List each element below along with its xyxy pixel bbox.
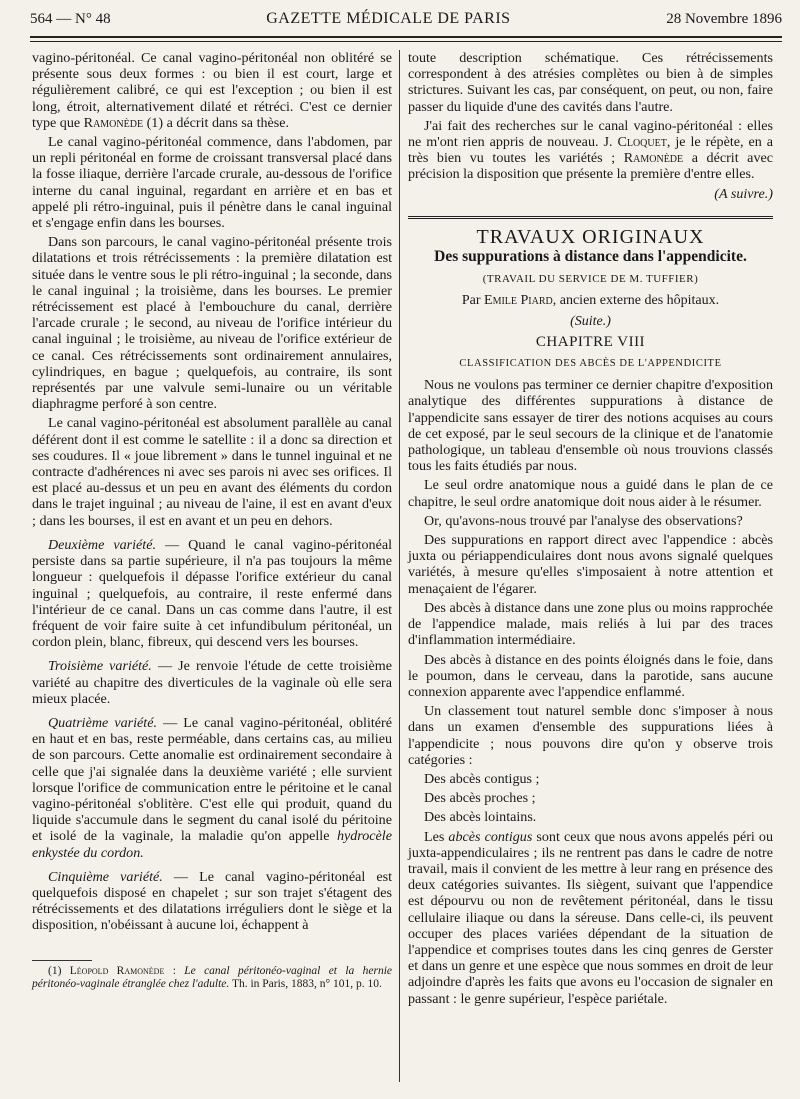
section-rule [408,216,773,219]
journal-title: GAZETTE MÉDICALE DE PARIS [266,10,511,27]
issue-date: 28 Novembre 1896 [666,11,782,27]
list-item: Des abcès contigus ; [424,770,540,787]
footnote-rule [32,960,92,961]
paragraph: Le canal vagino-péritonéal est absolument parallèle au canal déférent dont il est comme le satellite : il a donc sa direction et ses coudures. Il « joue librement » dans le tunnel inguinal et ne contracte d'adhérences ni avec ses parois ni avec ses orifices. Il est placé au-dessus et un peu en avant des éléments du cordon dans le trajet inguinal ; au niveau de l'aine, il est en avant d'eux ; dans les bourses, il est en avant et un peu en dehors. [32,415,392,529]
service-line: (TRAVAIL DU SERVICE DE M. TUFFIER) [482,273,699,286]
paragraph: Dans son parcours, le canal vagino-péritonéal présente trois dilatations et trois rétrécissements : la première dilatation est située dans le ventre sous le pli rétro-inguinal ; la seconde, dans le canal inguinal ; la troisième, dans les bourses. Le premier rétrécissement est placé à l'embouchure du canal, derrière l'arcade crurale ; le second, au niveau de l'orifice intérieur du canal inguinal ; le troisième, au niveau de l'orifice extérieur de ce canal. Ces rétrécissements sont ordinairement annulaires, cylindriques, en bague ; quelquefois, au contraire, ils sont représentés par une valvule semi-lunaire ou un véritable diaphragme perforé à son centre. [32,234,392,413]
chapter-title: CHAPITRE VIII [535,333,646,350]
continued-label: (Suite.) [570,313,611,329]
footnote: (1) Léopold Ramonède : Le canal péritonéo-vaginal et la hernie péritonéo-vaginale étranglée chez l'adulte. Th. in Paris, 1883, n° 101, p. 10. [32,964,392,991]
paragraph: Un classement tout naturel semble donc s'imposer à nous dans un examen d'ensemble des suppurations liées à l'appendicite ; nous pouvons dire qu'on y observe trois catégories : [408,703,773,768]
list-item: Des abcès lointains. [424,809,537,826]
to-be-continued: (A suivre.) [714,185,773,202]
paragraph: Deuxième variété. — Quand le canal vagino-péritonéal persiste dans sa partie supérieure, il n'a pas toujours la même longueur : quelquefois il dépasse l'orifice extérieur du canal inguinal ; quelquefois, au contraire, il reste enfermé dans l'intérieur de ce canal. Dans un cas comme dans l'autre, il est fréquent de voir faire suite à cet infundibulum péritonéal, un cordon plein, blanc, fibreux, qui descend vers les bourses. [32,536,392,651]
paragraph: Des suppurations en rapport direct avec l'appendice : abcès juxta ou périappendiculaires dont nous avons signalé quelques variétés, à mesure qu'elles s'imposaient à notre attention et menaçaient de l'égarer. [408,532,773,597]
header-rule-thin [30,41,782,42]
section-title: TRAVAUX ORIGINAUX [476,225,705,248]
header-rule [30,36,782,38]
paragraph: Nous ne voulons pas terminer ce dernier chapitre d'exposition analytique des différentes suppurations à distance de l'appendicite sans essayer de tirer des notions acquises au cours de cet exposé, par le seul secours de la clinique et de l'anatomie pathologique, un tableau d'ensemble où nous trouvions classés tous les faits étudiés par nous. [408,377,773,475]
chapter-subtitle: CLASSIFICATION DES ABCÈS DE L'APPENDICITE [459,358,722,370]
paragraph: toute description schématique. Ces rétrécissements correspondent à des atrésies complètes ou bien à de simples strictures. Suivant les cas, par conséquent, on peut, ou non, faire passer du liquide d'une des cavités dans l'autre. [408,50,773,115]
paragraph: Des abcès à distance en des points éloignés dans le foie, dans le poumon, dans le cerveau, dans la parotide, sans aucune connexion apparente avec l'appendice enflammé. [408,651,773,700]
paragraph: Troisième variété. — Je renvoie l'étude de cette troisième variété au chapitre des diverticules de la vaginale où elle sera mieux placée. [32,658,392,707]
paragraph: Or, qu'avons-nous trouvé par l'analyse des observations? [424,512,743,529]
paragraph: Des abcès à distance dans une zone plus ou moins rapprochée de l'appendice malade, mais reliés à lui par des traces d'inflammation intermédiaire. [408,599,773,649]
right-column [408,50,773,1010]
paragraph: Le canal vagino-péritonéal commence, dans l'abdomen, par un repli péritonéal en forme de croissant transversal placé dans la fosse iliaque, derrière l'arcade crurale, au-dessous de l'orifice interne du canal inguinal, regardant en arrière et en bas et appelé pli rétro-inguinal, puis il pénètre dans le canal inguinal et s'engage enfin dans les bourses. [32,134,392,232]
left-column [32,50,392,995]
paragraph: J'ai fait des recherches sur le canal vagino-péritonéal : elles ne m'ont rien appris de nouveau. J. Cloquet, je le répète, en a très bien vu toutes les variétés ; Ramonède a décrit avec précision la disposition que présente la première d'entre elles. [408,117,774,183]
paragraph: Cinquième variété. — Le canal vagino-péritonéal est quelquefois disposé en chapelet ; sur son trajet s'étagent des rétrécissements et des dilatations irréguliers dont le siège et la disposition, n'obéissant à aucune loi, échappent à [32,868,392,934]
article-title: Des suppurations à distance dans l'appendicite. [434,248,747,266]
page-number: 564 — N° 48 [30,11,111,27]
paragraph: Les abcès contigus sont ceux que nous avons appelés péri ou juxta-appendiculaires ; ils ne rentrent pas dans le cadre de notre travail, mais il convient de les mettre à leur rang en présence des deux catégories suivantes. Ils siègent, suivant que l'appendice est dépourvu ou non de revêtement péritonéal, dans le tissu cellulaire iliaque ou dans la séreuse. Dans celle-ci, ils peuvent occuper des places variées dépendant de la situation de l'appendice et comprises toutes dans les cinq genres de Gerster et dans un genre et une espèce que nous sommes en droit de leur adjoindre d'après les faits que avons eu l'occasion de signaler en passant : le genre supérieur, l'espèce pariétale. [408,828,773,1007]
paragraph: Le seul ordre anatomique nous a guidé dans le plan de ce chapitre, le seul ordre anatomique doit nous aider à le résumer. [408,477,773,510]
author-line: Par Emile Piard, ancien externe des hôpitaux. [461,293,720,309]
paragraph: vagino-péritonéal. Ce canal vagino-péritonéal non oblitéré se présente sous deux formes : ou bien il est court, large et régulièrement calibré, ce qui est l'exception ; ou bien il est long, étroit, alternativement dilaté et rétréci. C'est ce dernier type que Ramonède (1) a décrit dans sa thèse. [32,50,392,131]
column-divider [399,50,400,1082]
page-header [30,10,782,36]
paragraph: Quatrième variété. — Le canal vagino-péritonéal, oblitéré en haut et en bas, reste perméable, dans certains cas, au milieu de son parcours. Cette anomalie est ordinairement secondaire à celle que j'ai signalée dans la deuxième variété ; elle survient lorsque l'orifice de communication entre le péritoine et le canal vagino-péritonéal s'oblitère. C'est elle qui produit, quand du liquide s'accumule dans le segment du canal isolé du péritoine et isolé de la vaginale, la maladie qu'on appelle hydrocèle enkystée du cordon. [32,714,392,861]
list-item: Des abcès proches ; [424,790,536,807]
